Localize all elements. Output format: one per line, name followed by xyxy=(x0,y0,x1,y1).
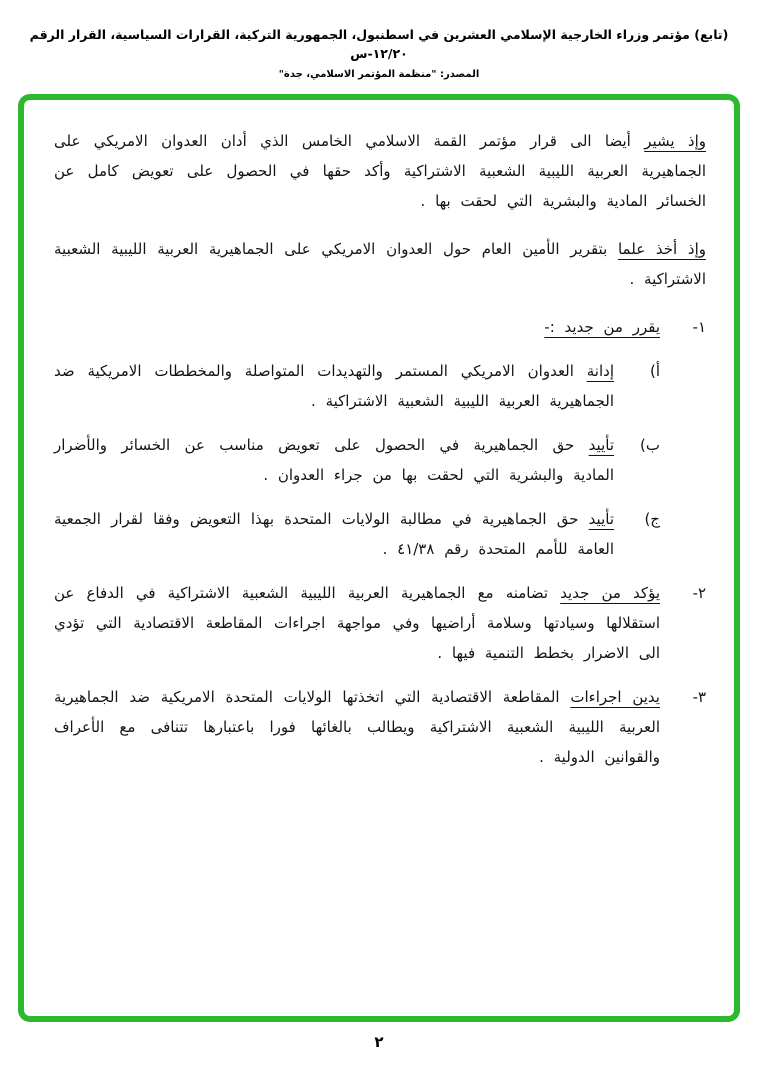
preamble-text: بتقرير الأمين العام حول العدوان الامريكي على الجماهيرية العربية الليبية الشعبية الاشتراكية . xyxy=(54,239,706,288)
subitem-body xyxy=(54,504,614,564)
page-header xyxy=(0,0,758,80)
item-number: ١- xyxy=(692,317,706,336)
subitem-body xyxy=(54,356,614,416)
preamble-paragraph xyxy=(54,234,706,294)
document-title: (تابع) مؤتمر وزراء الخارجية الإسلامي العشرين في اسطنبول، الجمهورية التركية، القرارات السياسية، القرار الرقم ١٢/٢٠-س xyxy=(29,27,729,61)
item-body xyxy=(54,578,660,668)
subitem-lead: تأييد xyxy=(588,435,614,454)
subitem-body xyxy=(54,430,614,490)
subitem-text: حق الجماهيرية في الحصول على تعويض مناسب عن الخسائر والأضرار المادية والبشرية التي لحقت بها من جراء العدوان . xyxy=(54,435,614,484)
item-text: تضامنه مع الجماهيرية العربية الليبية الشعبية الاشتراكية في الدفاع عن استقلالها وسيادتها وسلامة أراضيها وفي مواجهة اجراءات المقاطعة الاقتصادية التي تؤدي الى الاضرار بخطط التنمية فيها . xyxy=(54,583,660,662)
item-lead: يؤكد من جديد xyxy=(560,583,660,602)
subitem-letter: أ) xyxy=(649,361,660,380)
preamble-lead: وإذ يشير xyxy=(644,131,706,150)
green-highlight-frame xyxy=(18,94,740,1022)
item-lead-text: يقرر من جديد :- xyxy=(544,317,660,336)
document-body xyxy=(54,126,706,772)
subitem-b xyxy=(54,430,660,490)
resolution-item-1 xyxy=(54,312,706,564)
resolution-item-3 xyxy=(54,682,706,772)
subitem-lead: تأييد xyxy=(588,509,614,528)
item-number: ٣- xyxy=(692,687,706,706)
page-number: ٢ xyxy=(374,1032,384,1051)
item-text: المقاطعة الاقتصادية التي اتخذتها الولايات المتحدة الامريكية ضد الجماهيرية العربية الليبية الشعبية الاشتراكية ويطالب بالغائها فورا باعتبارها تتنافى مع الأعراف والقوانين الدولية . xyxy=(54,687,660,766)
subitem-text: حق الجماهيرية في مطالبة الولايات المتحدة بهذا التعويض وفقا لقرار الجمعية العامة للأمم المتحدة رقم ٤١/٣٨ . xyxy=(54,509,614,558)
subitem-lead: إدانة xyxy=(586,361,614,380)
source-line: المصدر: "منظمة المؤتمر الاسلامي، جدة" xyxy=(278,68,480,80)
subitem-a xyxy=(54,356,660,416)
item-lead: يدين اجراءات xyxy=(570,687,660,706)
resolution-item-2 xyxy=(54,578,706,668)
subitem-text: العدوان الامريكي المستمر والتهديدات المتواصلة والمخططات الامريكية ضد الجماهيرية العربية الليبية الشعبية الاشتراكية . xyxy=(54,361,614,410)
item-body xyxy=(54,682,660,772)
subitem-c xyxy=(54,504,660,564)
item-number: ٢- xyxy=(692,583,706,602)
subitem-letter: ب) xyxy=(640,435,660,454)
preamble-paragraph xyxy=(54,126,706,216)
subitem-letter: ج) xyxy=(644,509,660,528)
item-body xyxy=(54,312,660,564)
item-lead xyxy=(54,312,660,342)
preamble-lead: وإذ أخذ علما xyxy=(617,239,706,258)
preamble-text: أيضا الى قرار مؤتمر القمة الاسلامي الخامس الذي أدان العدوان الامريكي على الجماهيرية العربية الليبية الشعبية الاشتراكية وأكد حقها في الحصول على تعويض كامل عن الخسائر المادية والبشرية التي لحقت بها . xyxy=(54,131,706,210)
